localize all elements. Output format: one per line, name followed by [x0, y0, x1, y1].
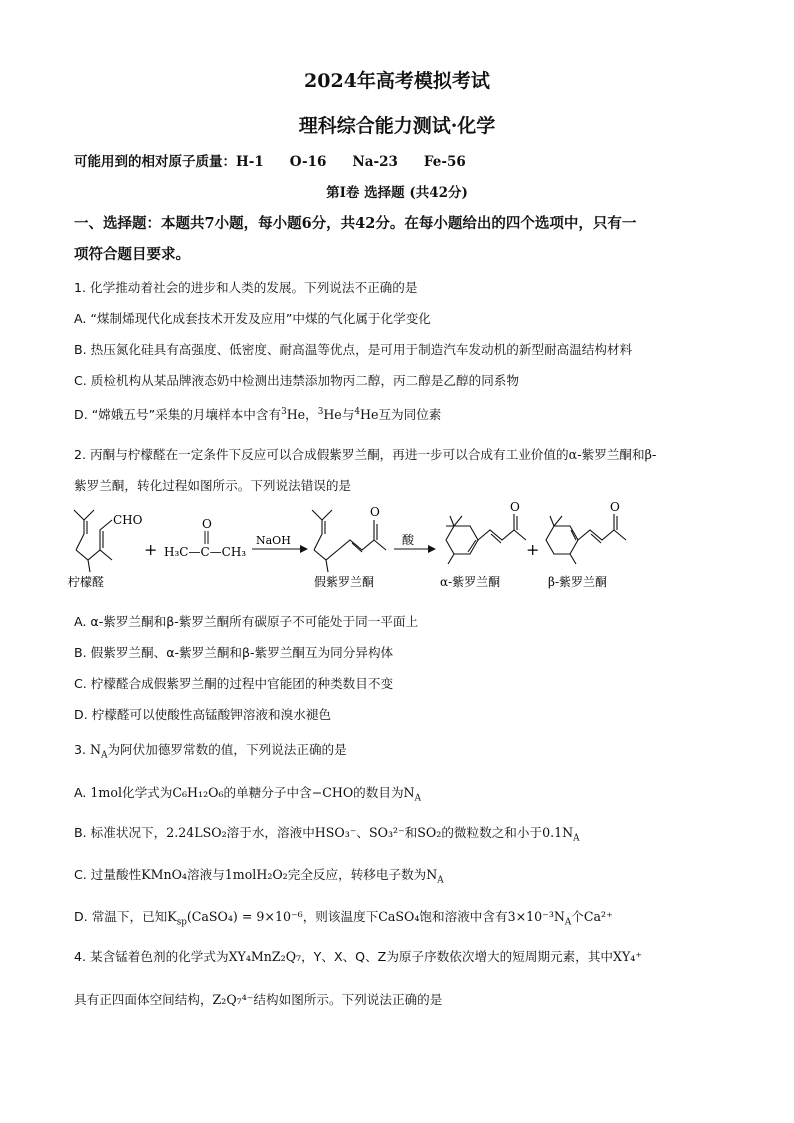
q1-d-mass4: 4: [354, 406, 360, 417]
beta-ionone-oxygen: O: [610, 500, 620, 514]
q2-stem-part-c: -: [651, 447, 657, 462]
q4-ion2: Z₂Q₇⁴⁻: [212, 992, 254, 1007]
q3-d-text4: 个: [571, 909, 584, 924]
q3-d-na: N: [553, 909, 565, 924]
q1-d-he3: He: [286, 407, 306, 422]
q2-beta: β: [644, 447, 652, 462]
q3-d-k: K: [167, 909, 177, 924]
part1-instructions-line2: 项符合题目要求。: [74, 246, 190, 263]
q3-a-mol: 1mol: [90, 785, 122, 800]
atomic-masses: [74, 150, 492, 170]
q3-b-value: 0.1N: [542, 825, 574, 840]
q1-stem: 1. 化学推动着社会的进步和人类的发展。下列说法不正确的是: [74, 280, 418, 295]
q3-b-text1: B. 标准状况下，: [74, 825, 167, 840]
beta-ionone-label: β-紫罗兰酮: [548, 575, 607, 589]
q3-a-text3: 的数目为: [353, 785, 404, 800]
q4-ion: XY₄⁺: [613, 949, 642, 964]
q3-c-text2: 溶液与: [186, 867, 225, 882]
reagent-acid: 酸: [402, 533, 415, 547]
plus-sign-1: +: [144, 540, 158, 559]
q4-text1: 4. 某含锰着色剂的化学式为: [74, 949, 229, 964]
q2-stem-part-a: 2. 丙酮与柠檬醛在一定条件下反应可以合成假紫罗兰酮，再进一步可以合成有工业价值的: [74, 447, 569, 462]
atomic-mass-o: O-16: [289, 154, 327, 170]
q1-d-prefix: D. “嫦娥五号”采集的月壤样本中含有: [74, 407, 282, 422]
citral-label: 柠檬醛: [68, 575, 105, 589]
arrow-2-head: [428, 545, 436, 553]
q3-stem-rest: 为阿伏加德罗常数的值，下列说法正确的是: [107, 742, 347, 757]
q1-d-mass3b: 3: [317, 406, 324, 417]
q3-d-sp: sp: [176, 917, 187, 928]
q3-b-text3: 的微粒数之和小于: [441, 825, 543, 840]
q3-d-ca: Ca²⁺: [583, 909, 613, 924]
q3-b-ions: HSO₃⁻、SO₃²⁻: [314, 825, 405, 840]
q3-b-so2: 2.24LSO₂: [166, 825, 227, 840]
q4-stem-line2: [74, 989, 442, 1008]
alpha-ionone-label: α-紫罗兰酮: [440, 575, 501, 589]
q3-option-b: [74, 822, 580, 844]
q3-d-caso4: CaSO₄: [378, 909, 420, 924]
q3-d-text2: ，则该温度下: [302, 909, 379, 924]
q2-option-c: C. 柠檬醛合成假紫罗兰酮的过程中官能团的种类数目不变: [74, 676, 394, 691]
q3-a-text1: 化学式为: [121, 785, 173, 800]
pseudoionone-label: 假紫罗兰酮: [314, 575, 375, 589]
q2-option-a: A. α-紫罗兰酮和β-紫罗兰酮所有碳原子不可能处于同一平面上: [74, 614, 419, 629]
acetone-formula: H₃C—C—CH₃: [164, 545, 247, 559]
q1-d-comma: ，: [305, 407, 318, 422]
q3-a-formula: C₆H₁₂O₆: [172, 785, 224, 800]
q4-text2: ，Y、X、Q、Z为原子序数依次增大的短周期元素，其中: [301, 949, 614, 964]
alpha-ionone-structure: [446, 514, 526, 564]
q3-d-text1: D. 常温下，已知: [74, 909, 168, 924]
exam-subtitle: 理科综合能力测试·化学: [298, 115, 496, 137]
q3-c-na: N: [426, 867, 438, 882]
q2-option-b: B. 假紫罗兰酮、α-紫罗兰酮和β-紫罗兰酮互为同分异构体: [74, 645, 394, 660]
q1-d-he3b: He: [323, 407, 342, 422]
q1-d-suffix: 互为同位素: [378, 407, 442, 422]
q3-d-text3: 饱和溶液中含有: [419, 909, 508, 924]
q1-option-d: [74, 404, 441, 423]
q1-option-b: B. 热压氮化硅具有高强度、低密度、耐高温等优点，是可用于制造汽车发动机的新型耐高温结构材料: [74, 342, 633, 357]
q3-a-na-sub: A: [414, 793, 421, 804]
q1-option-c: C. 质检机构从某品牌液态奶中检测出违禁添加物丙二醇，丙二醇是乙醇的同系物: [74, 373, 519, 388]
q3-b-na-sub: A: [573, 833, 580, 844]
q3-a-na: N: [403, 785, 415, 800]
q2-alpha: α: [568, 447, 578, 462]
citral-structure: [74, 510, 112, 572]
q4-stem-line1: [74, 946, 642, 965]
q3-a-text2: 的单糖分子中含: [223, 785, 312, 800]
q3-d-na-sub: A: [564, 917, 572, 928]
q3-d-ksp-value: (CaSO₄) = 9×10⁻⁶: [186, 909, 303, 924]
q3-c-kmno4: KMnO₄: [141, 867, 187, 882]
acetone-oxygen: O: [202, 517, 212, 531]
atomic-mass-na: Na-23: [352, 154, 398, 170]
q3-d-amount: 3×10⁻³: [507, 909, 554, 924]
reagent-naoh: NaOH: [256, 534, 291, 547]
plus-sign-2: +: [526, 540, 540, 559]
pseudoionone-structure: [312, 510, 386, 572]
q3-a-label: A.: [74, 785, 91, 800]
q4-formula: XY₄MnZ₂Q₇: [228, 949, 302, 964]
beta-ionone-structure: [546, 514, 626, 564]
q1-d-he4: He: [359, 407, 379, 422]
q2-stem-line2: 紫罗兰酮，转化过程如图所示。下列说法错误的是: [74, 478, 352, 493]
exam-title: 2024年高考模拟考试: [304, 70, 490, 92]
atomic-masses-label: 可能用到的相对原子质量：: [74, 154, 236, 170]
q3-stem: [74, 739, 347, 761]
q3-na: N: [90, 742, 102, 757]
q3-na-sub: A: [101, 750, 108, 761]
reaction-scheme: [68, 500, 728, 592]
atomic-mass-h: H-1: [236, 154, 264, 170]
q3-c-na-sub: A: [437, 875, 444, 886]
q3-b-text2: 溶于水，溶液中: [226, 825, 315, 840]
q3-c-h2o2: 1molH₂O₂: [224, 867, 288, 882]
q3-c-text1: C. 过量酸性: [74, 867, 142, 882]
q2-stem-part-b: -紫罗兰酮和: [577, 447, 645, 462]
q1-d-with: 与: [341, 407, 355, 422]
q1-option-a: A. “煤制烯现代化成套技术开发及应用”中煤的气化属于化学变化: [74, 311, 431, 326]
pseudoionone-oxygen: O: [370, 505, 380, 519]
q2-option-d: D. 柠檬醛可以使酸性高锰酸钾溶液和溴水褪色: [74, 707, 331, 722]
q4-text3: 具有正四面体空间结构，: [74, 992, 213, 1007]
part1-instructions-line1: 一、选择题：本题共7小题，每小题6分，共42分。在每小题给出的四个选项中，只有一: [74, 215, 637, 232]
alpha-ionone-oxygen: O: [510, 500, 520, 514]
q3-c-text3: 完全反应，转移电子数为: [287, 867, 427, 882]
q3-b-and: 和: [404, 825, 418, 840]
citral-cho: CHO: [113, 513, 143, 527]
q3-num: 3.: [74, 742, 91, 757]
atomic-mass-fe: Fe-56: [423, 154, 466, 170]
q3-b-so2b: SO₂: [417, 825, 442, 840]
q3-option-d: [74, 906, 613, 928]
q3-option-a: [74, 782, 421, 804]
q1-d-mass3: 3: [281, 406, 287, 417]
arrow-1-head: [300, 545, 308, 553]
q2-stem-line1: [74, 444, 656, 463]
q3-option-c: [74, 864, 444, 886]
q3-a-cho: −CHO: [311, 785, 354, 800]
section-title: 第Ⅰ卷 选择题 (共42分): [326, 185, 468, 201]
q4-text4: 结构如图所示。下列说法正确的是: [253, 992, 443, 1007]
